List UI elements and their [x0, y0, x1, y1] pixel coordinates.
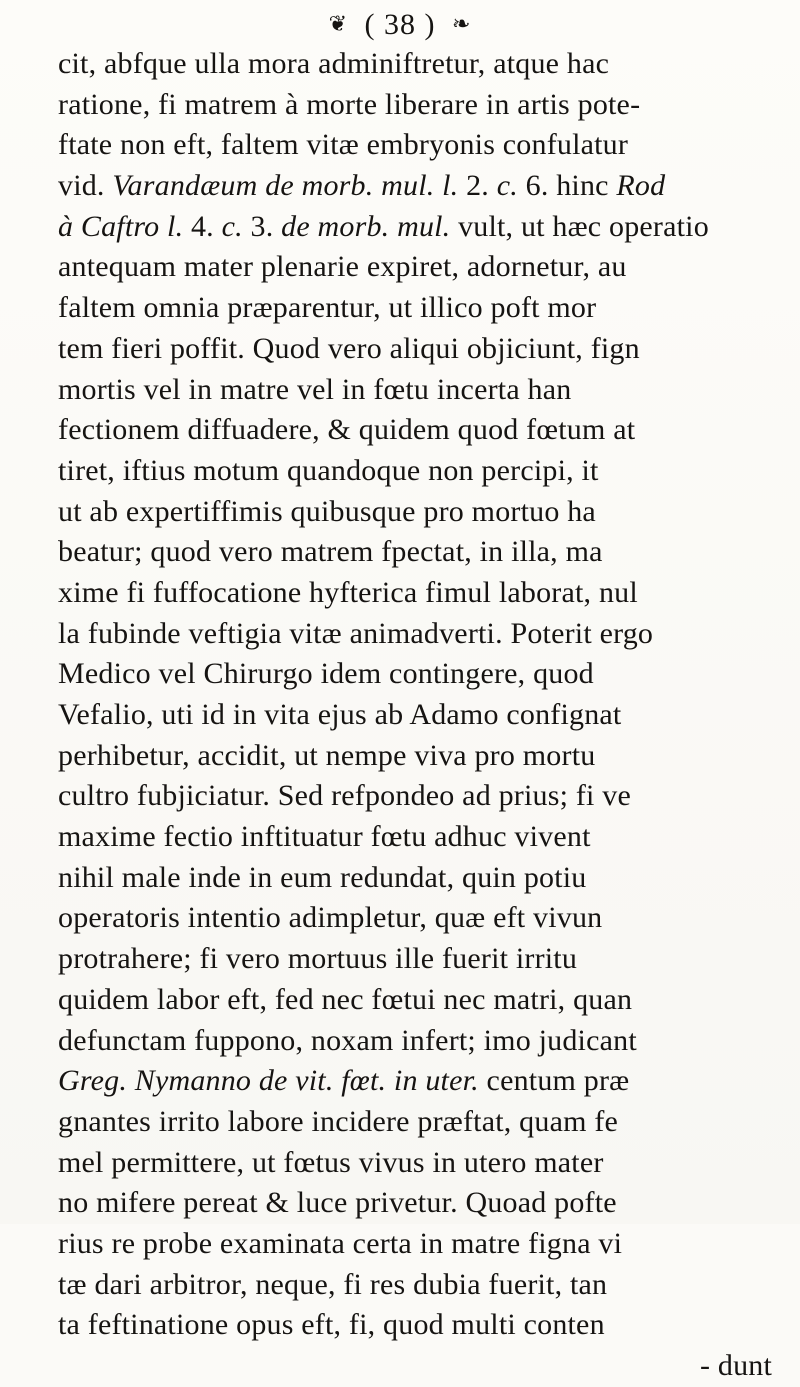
- text-segment: Medico vel Chirurgo idem contingere, quod: [58, 657, 594, 691]
- text-line: [0, 1305, 800, 1346]
- body-text: [0, 44, 800, 1387]
- text-segment: antequam mater plenarie expiret, adornetur, au: [58, 250, 627, 284]
- text-segment: centum præ: [478, 1064, 630, 1098]
- text-line: [0, 410, 800, 451]
- text-segment: 2.: [458, 169, 497, 203]
- text-line: [0, 1183, 800, 1224]
- text-segment: 3.: [242, 209, 282, 243]
- text-line: [0, 695, 800, 736]
- text-segment: protrahere; fi vero mortuus ille fuerit irritu: [58, 942, 578, 976]
- text-segment: nihil male inde in eum redundat, quin potiu: [58, 860, 587, 894]
- text-segment: fectionem diffuadere, & quidem quod fœtum at: [58, 413, 636, 447]
- text-segment: quidem labor eft, fed nec fœtui nec matri, quan: [58, 982, 633, 1016]
- text-line: [0, 125, 800, 166]
- text-line: [0, 1265, 800, 1306]
- page-number: ( 38 ): [364, 8, 436, 41]
- text-line: [0, 288, 800, 329]
- text-segment: rius re probe examinata certa in matre figna vi: [58, 1226, 623, 1260]
- text-line: [0, 85, 800, 126]
- text-segment: 6. hinc: [517, 169, 617, 203]
- text-segment: beatur; quod vero matrem fpectat, in illa, ma: [58, 535, 603, 569]
- text-line: [0, 1102, 800, 1143]
- text-segment: vid.: [58, 169, 113, 203]
- text-line: [0, 247, 800, 288]
- text-line: [0, 776, 800, 817]
- text-segment: perhibetur, accidit, ut nempe viva pro mortu: [58, 738, 596, 772]
- text-line: [0, 451, 800, 492]
- text-line: [0, 654, 800, 695]
- text-segment: gnantes irrito labore incidere præftat, quam fe: [58, 1104, 619, 1138]
- text-line: [0, 573, 800, 614]
- text-line: [0, 329, 800, 370]
- text-segment: xime fi fuffocatione hyfterica fimul laborat, nul: [58, 575, 638, 609]
- text-segment: - dunt: [700, 1349, 773, 1382]
- text-segment: la fubinde veftigia vitæ animadverti. Poterit ergo: [58, 616, 654, 650]
- text-line: [0, 736, 800, 777]
- text-line: [0, 370, 800, 411]
- italic-citation: c.: [221, 209, 243, 243]
- text-segment: maxime fectio inftituatur fœtu adhuc vivent: [58, 820, 591, 854]
- text-line: [0, 492, 800, 533]
- text-segment: defunctam fuppono, noxam infert; imo judicant: [58, 1023, 637, 1057]
- text-line: [0, 1021, 800, 1062]
- text-segment: mortis vel in matre vel in fœtu incerta han: [58, 372, 572, 406]
- text-line: [0, 614, 800, 655]
- text-segment: ut ab expertiffimis quibusque pro mortuo ha: [58, 494, 596, 528]
- text-segment: tem fieri poffit. Quod vero aliqui objiciunt, fign: [58, 331, 640, 365]
- text-line: [0, 1346, 800, 1387]
- text-segment: no mifere pereat & luce privetur. Quoad pofte: [58, 1186, 617, 1220]
- text-line: [0, 980, 800, 1021]
- text-line: [0, 1224, 800, 1265]
- text-segment: ta feftinatione opus eft, fi, quod multi conten: [58, 1308, 605, 1342]
- text-line: [0, 898, 800, 939]
- text-line: [0, 1061, 800, 1102]
- text-segment: tæ dari arbitror, neque, fi res dubia fuerit, tan: [58, 1267, 608, 1301]
- text-line: [0, 532, 800, 573]
- text-segment: operatoris intentio adimpletur, quæ eft vivun: [58, 901, 603, 935]
- text-line: [0, 858, 800, 899]
- italic-citation: Varandæum de morb. mul. l.: [112, 169, 459, 203]
- italic-citation: c.: [496, 169, 518, 203]
- italic-citation: Greg. Nymanno de vit. fœt. in uter.: [58, 1064, 479, 1098]
- text-segment: cit, abfque ulla mora adminiftretur, atque hac: [58, 47, 610, 80]
- text-segment: faltem omnia præparentur, ut illico poft mor: [58, 291, 597, 325]
- text-segment: ftate non eft, faltem vitæ embryonis confulatur: [58, 128, 629, 162]
- text-line: [0, 1143, 800, 1184]
- text-segment: ratione, fi matrem à morte liberare in artis pote-: [58, 87, 641, 121]
- text-segment: Vefalio, uti id in vita ejus ab Adamo confignat: [58, 698, 622, 731]
- text-segment: mel permittere, ut fœtus vivus in utero mater: [58, 1145, 604, 1179]
- text-segment: vult, ut hæc operatio: [450, 209, 709, 243]
- italic-citation: Rod: [616, 169, 666, 203]
- text-line: [0, 817, 800, 858]
- page-header: [0, 2, 800, 47]
- ornament-left-icon: ❦: [328, 11, 348, 36]
- italic-citation: à Caftro l.: [58, 209, 184, 243]
- ornament-right-icon: ❧: [451, 11, 472, 36]
- text-segment: tiret, iftius motum quandoque non percipi, it: [58, 453, 599, 487]
- text-segment: 4.: [183, 209, 222, 243]
- text-line: [0, 166, 800, 207]
- text-segment: cultro fubjiciatur. Sed refpondeo ad prius; fi ve: [58, 779, 631, 813]
- text-line: [0, 939, 800, 980]
- italic-citation: de morb. mul.: [281, 209, 451, 243]
- text-line: [0, 207, 800, 248]
- text-line: [0, 44, 800, 85]
